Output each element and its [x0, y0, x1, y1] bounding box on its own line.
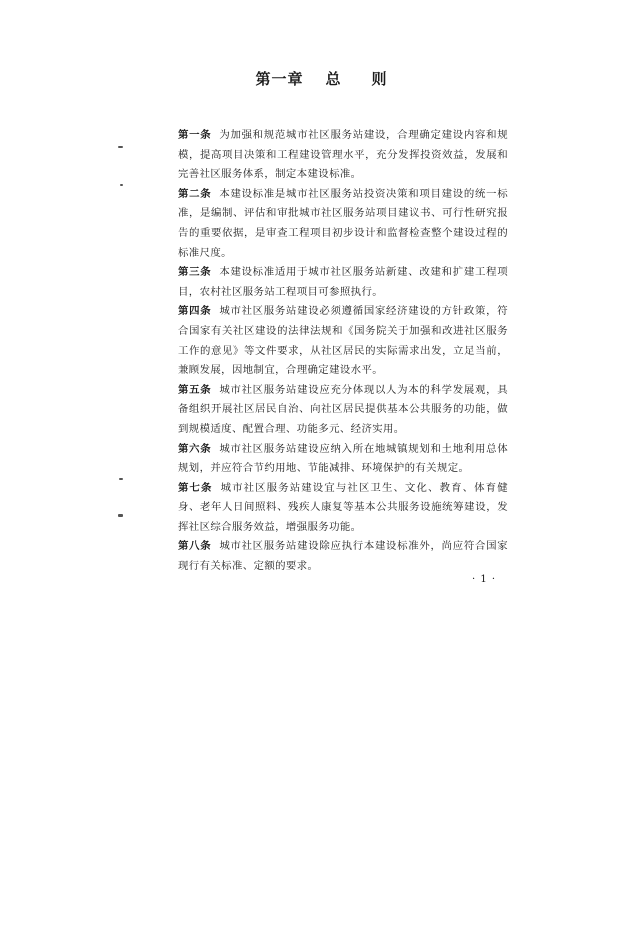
- article-number: 第四条: [178, 305, 212, 318]
- article-list: [178, 126, 508, 577]
- article-text: 城市社区服务站建设除应执行本建设标准外，尚应符合国家现行有关标准、定额的要求。: [178, 540, 508, 573]
- article-7: [178, 479, 508, 538]
- chapter-word-1: 总: [325, 70, 342, 88]
- article-number: 第五条: [178, 383, 212, 396]
- article-text: 为加强和规范城市社区服务站建设，合理确定建设内容和规模，提高项目决策和工程建设管理水平，充分发挥投资效益，发展和完善社区服务体系，制定本建设标准。: [178, 129, 508, 181]
- article-text: 城市社区服务站建设应充分体现以人为本的科学发展观，具备组织开展社区居民自治、向社区居民提供基本公共服务的功能，做到规模适度、配置合理、功能多元、经济实用。: [178, 383, 508, 435]
- scan-speck: [118, 514, 123, 517]
- article-number: 第六条: [178, 442, 212, 455]
- scan-speck: [120, 184, 123, 186]
- article-number: 第七条: [178, 481, 213, 494]
- page-number: · 1 ·: [472, 574, 497, 585]
- scan-speck: [118, 146, 123, 148]
- article-text: 城市社区服务站建设宜与社区卫生、文化、教育、体育健身、老年人日间照料、残疾人康复等基本公共服务设施统筹建设，发挥社区综合服务效益，增强服务功能。: [178, 481, 508, 533]
- article-text: 本建设标准适用于城市社区服务站新建、改建和扩建工程项目，农村社区服务站工程项目可参照执行。: [178, 266, 508, 298]
- article-text: 城市社区服务站建设必须遵循国家经济建设的方针政策，符合国家有关社区建设的法律法规和《国务院关于加强和改进社区服务工作的意见》等文件要求，从社区居民的实际需求出发，立足当前，兼顾发展，因地制宜，合理确定建设水平。: [178, 305, 508, 377]
- scan-speck: [119, 478, 123, 480]
- article-6: [178, 440, 508, 479]
- article-4: [178, 302, 508, 380]
- article-number: 第八条: [178, 540, 212, 553]
- chapter-word-2: 则: [371, 70, 388, 88]
- article-1: [178, 126, 508, 185]
- chapter-title: [0, 68, 643, 89]
- article-5: [178, 381, 508, 440]
- article-3: [178, 263, 508, 302]
- article-8: [178, 537, 508, 576]
- article-text: 本建设标准是城市社区服务站投资决策和项目建设的统一标准，是编制、评估和审批城市社区服务站项目建议书、可行性研究报告的重要依据，是审查工程项目初步设计和监督检查整个建设过程的标准尺度。: [178, 187, 508, 259]
- article-number: 第三条: [178, 266, 212, 279]
- article-number: 第一条: [178, 129, 212, 141]
- article-number: 第二条: [178, 187, 212, 200]
- article-2: [178, 185, 508, 263]
- article-text: 城市社区服务站建设应纳入所在地城镇规划和土地利用总体规划，并应符合节约用地、节能减排、环境保护的有关规定。: [178, 442, 508, 475]
- chapter-prefix: 第一章: [255, 70, 304, 88]
